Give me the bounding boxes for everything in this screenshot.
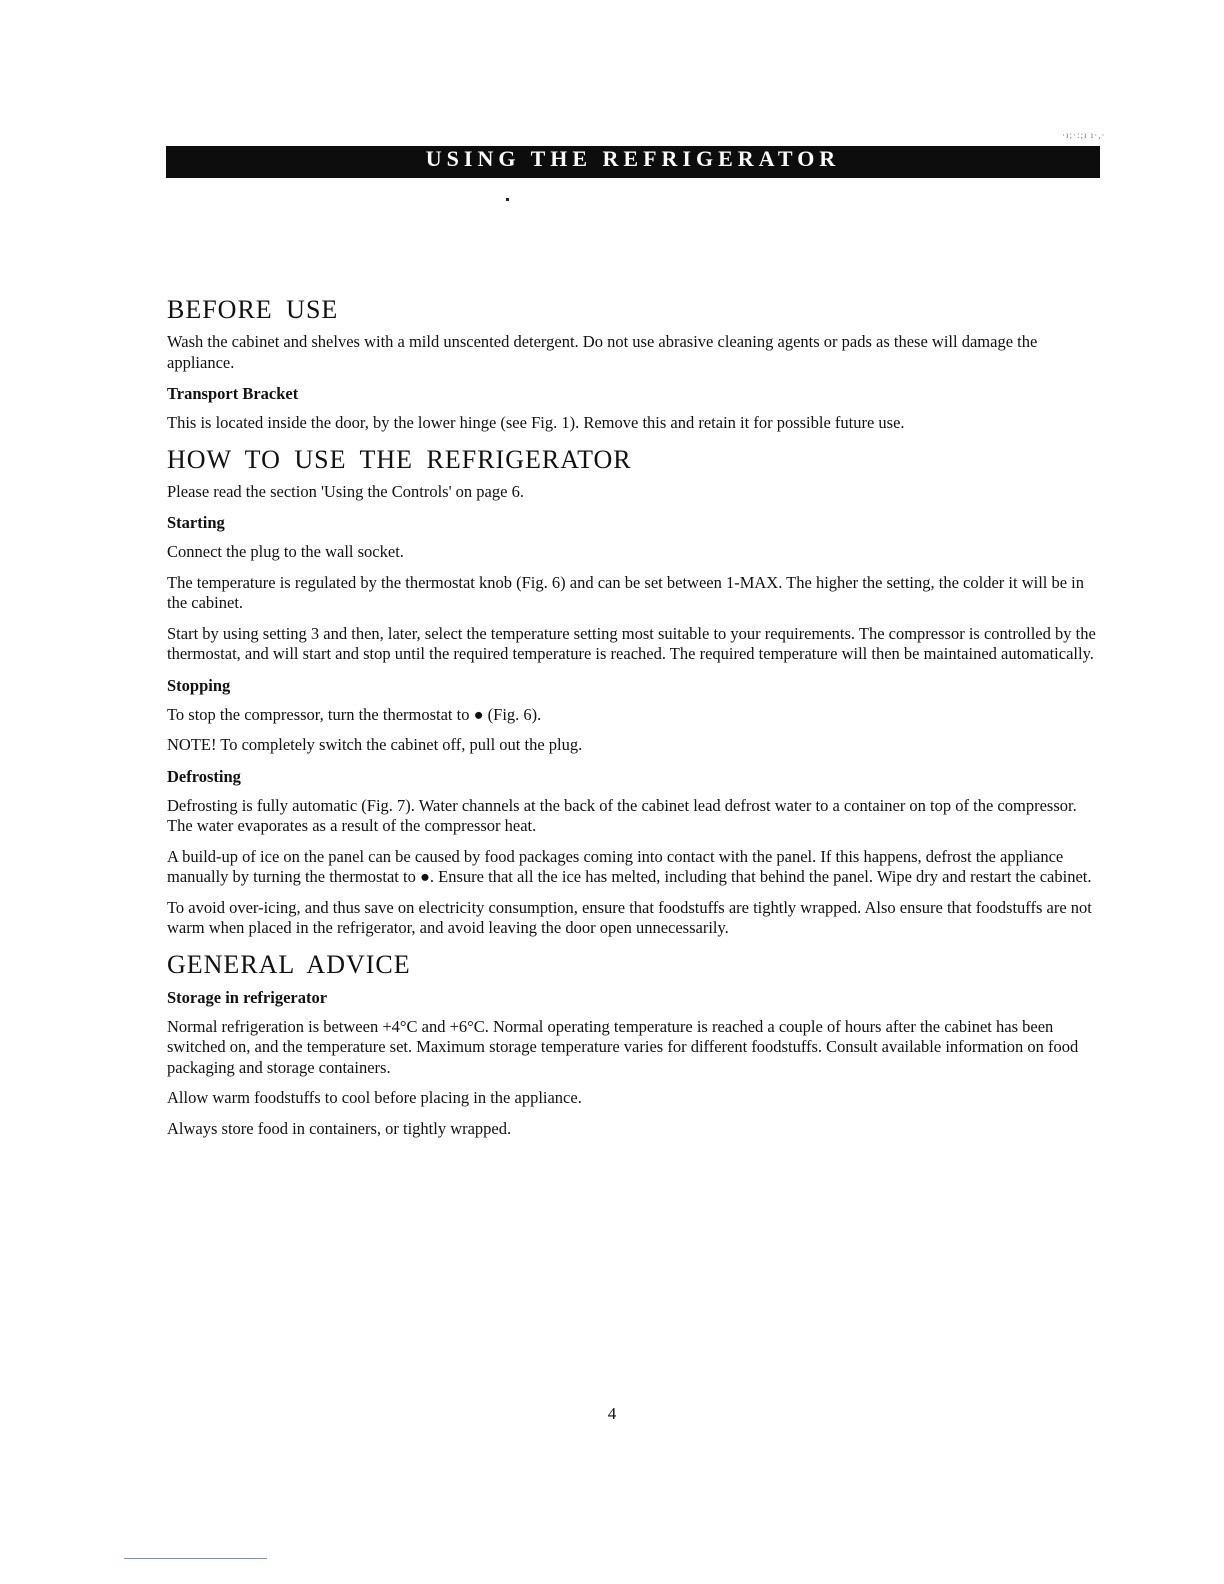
section-heading-before-use: BEFORE USE bbox=[167, 295, 339, 324]
starting-paragraph-3: Start by using setting 3 and then, later, select the temperature setting most suitable to your requirements. The compressor is controlled by the thermostat, and will start and stop until the required temperature is reached. The required temperature will then be maintained automatically. bbox=[167, 623, 1096, 663]
storage-paragraph-2: Allow warm foodstuffs to cool before placing in the appliance. bbox=[167, 1088, 582, 1107]
subheading-stopping: Stopping bbox=[167, 675, 231, 695]
starting-paragraph-1: Connect the plug to the wall socket. bbox=[167, 542, 404, 561]
starting-paragraph-2: The temperature is regulated by the thermostat knob (Fig. 6) and can be set between 1-MAX. The higher the setting, the colder it will be in the cabinet. bbox=[167, 572, 1085, 612]
subheading-transport-bracket: Transport Bracket bbox=[167, 384, 299, 403]
transport-bracket-text: This is located inside the door, by the lower hinge (see Fig. 1). Remove this and retain it for possible future use. bbox=[167, 413, 905, 432]
stopping-paragraph-2: NOTE! To completely switch the cabinet off, pull out the plug. bbox=[167, 735, 583, 754]
page-header-banner bbox=[166, 146, 1100, 178]
stopping-paragraph-1: To stop the compressor, turn the thermostat to ● (Fig. 6). bbox=[167, 704, 542, 724]
page-content bbox=[167, 294, 1097, 1149]
section-heading-how-to-use: HOW TO USE THE REFRIGERATOR bbox=[167, 444, 632, 474]
page-header-title: USING THE REFRIGERATOR bbox=[425, 146, 841, 171]
how-to-use-intro: Please read the section 'Using the Controls' on page 6. bbox=[167, 481, 524, 501]
scan-artifact-mark: ·ı;·:;ı ı·,· bbox=[1062, 130, 1106, 140]
before-use-intro: Wash the cabinet and shelves with a mild unscented detergent. Do not use abrasive cleaning agents or pads as these will damage the appliance. bbox=[167, 332, 1038, 372]
page-number: 4 bbox=[607, 1404, 617, 1423]
footer-rule bbox=[124, 1558, 267, 1559]
scan-dot bbox=[506, 198, 509, 201]
storage-paragraph-3: Always store food in containers, or tightly wrapped. bbox=[167, 1118, 512, 1138]
defrosting-paragraph-1: Defrosting is fully automatic (Fig. 7). Water channels at the back of the cabinet lead defrost water to a container on top of the compressor. The water evaporates as a result of the compressor heat. bbox=[167, 795, 1077, 835]
storage-paragraph-1: Normal refrigeration is between +4°C and +6°C. Normal operating temperature is reached a couple of hours after the cabinet has been switched on, and the temperature set. Maximum storage temperature varies for different foodstuffs. Consult available information on food packaging and storage containers. bbox=[167, 1016, 1079, 1077]
subheading-starting: Starting bbox=[167, 513, 225, 532]
subheading-defrosting: Defrosting bbox=[167, 766, 241, 786]
subheading-storage-in-refrigerator: Storage in refrigerator bbox=[167, 987, 328, 1007]
defrosting-paragraph-2: A build-up of ice on the panel can be caused by food packages coming into contact with the panel. If this happens, defrost the appliance manually by turning the thermostat to ●. Ensure that all the ice has melted, including that behind the panel. Wipe dry and restart the cabinet. bbox=[167, 846, 1092, 886]
section-heading-general-advice: GENERAL ADVICE bbox=[167, 949, 411, 979]
defrosting-paragraph-3: To avoid over-icing, and thus save on electricity consumption, ensure that foodstuffs are tightly wrapped. Also ensure that foodstuffs are not warm when placed in the refrigerator, and avoid leaving the door open unnecessarily. bbox=[167, 897, 1092, 937]
